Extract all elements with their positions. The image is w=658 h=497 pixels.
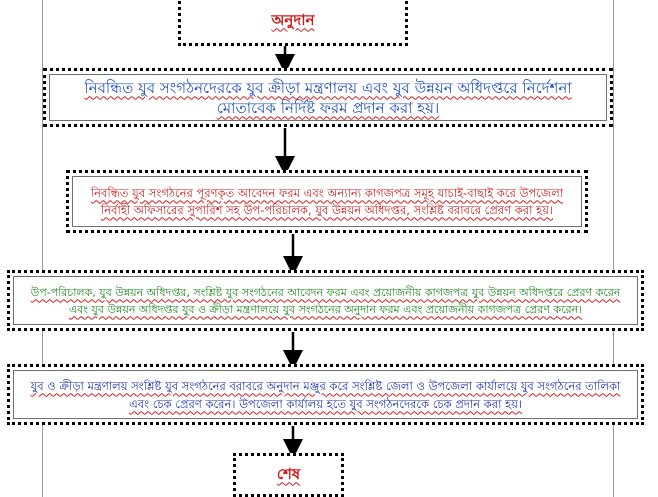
start-label: অনুদান	[271, 10, 315, 29]
step-2-text: নিবন্ধিত যুব সংগঠনের পূরণকৃত আবেদন ফরম এবং অন্যান্য কাগজপত্র সমূহ যাচাই-বাছাই করে উপজেলা নির্বাহী অফিসারের সুপারিশ সহ উপ-পরিচালক, যুব উন্নয়ন অধিদপ্তর, সংশ্লিষ্ট বরাবরে প্রেরণ করা হয়।	[90, 185, 564, 217]
step-1-text: নিবন্ধিত যুব সংগঠনদেরকে যুব ক্রীড়া মন্ত্রণালয় এবং যুব উন্নয়ন অধিদপ্তরে নির্দেশনা মোতাবেক নির্দিষ্ট ফরম প্রদান করা হয়।	[84, 78, 572, 117]
end-box	[233, 453, 344, 497]
end-label: শেষ	[276, 464, 301, 483]
step-4-box	[7, 364, 644, 425]
step-1-box	[43, 68, 613, 127]
step-2-box	[66, 170, 588, 233]
step-4-text: যুব ও ক্রীড়া মন্ত্রণালয় সংশ্লিষ্ট যুব সংগঠনের বরাবরে অনুদান মঞ্জুর করে সংশ্লিষ্ট জেলা ও উপজেলা কার্যালয়ে যুব সংগঠনের তালিকা এবং চেক প্রেরণ করেন। উপজেলা কার্যালয় হতে যুব সংগঠনদেরকে চেক প্রদান করা হয়।	[30, 378, 621, 411]
start-box	[178, 0, 408, 46]
step-3-text: উপ-পরিচালক, যুব উন্নয়ন অধিদপ্তর, সংশ্লিষ্ট যুব সংগঠনের আবেদন ফরম এবং প্রয়োজনীয় কাগজপত্র যুব উন্নয়ন অধিদপ্তরে প্রেরণ করেন এবং যুব উন্নয়ন অধিদপ্তর যুব ও ক্রীড়া মন্ত্রণালয়ে যুব সংগঠনের অনুদান ফরম এবং প্রয়োজনীয় কাগজপত্র প্রেরণ করেন।	[30, 285, 621, 316]
step-3-box	[7, 270, 644, 331]
